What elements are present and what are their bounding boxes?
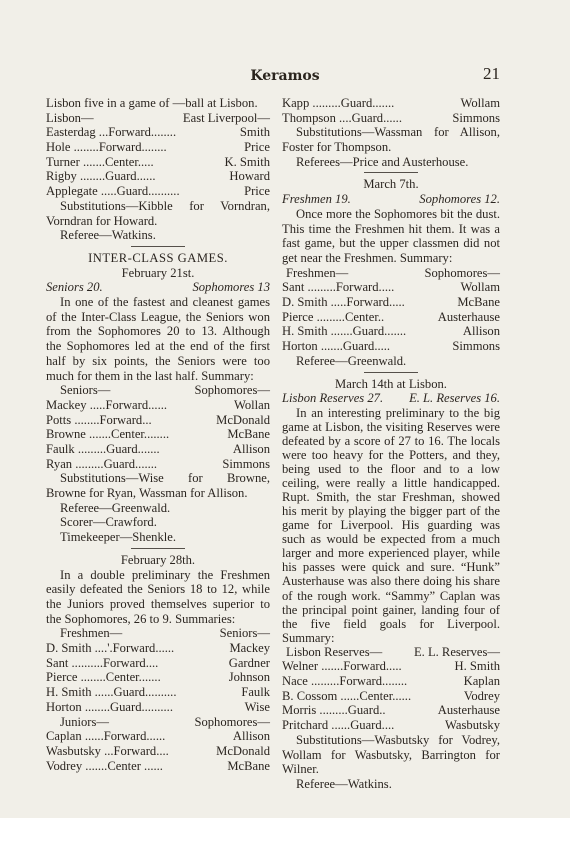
game-report: In a double preliminary the Freshmen easily defeated the Seniors 18 to 12, while the Juniors proved themselves superior to the Sophomores, 26 to 9. Summaries: <box>46 567 270 626</box>
lineup-position: D. Smith ....'.Forward...... <box>46 641 175 656</box>
divider <box>131 246 185 247</box>
lineup-opponent: Price <box>244 140 270 155</box>
score-line: Lisbon Reserves 27. E. L. Reserves 16. <box>282 391 500 406</box>
page-margin <box>0 818 570 858</box>
lineup-opponent: McDonald <box>216 412 270 427</box>
lineup-row <box>282 324 500 339</box>
lineup-list <box>282 280 500 353</box>
lineup-opponent: Simmons <box>222 456 270 471</box>
lineup-row <box>46 184 270 199</box>
lineup-opponent: Wise <box>244 699 270 714</box>
lineup-row <box>46 700 270 715</box>
lineup-opponent: Wollam <box>460 280 500 295</box>
timekeeper-text: Timekeeper—Shenkle. <box>60 530 177 545</box>
lineup-opponent: Gardner <box>228 655 270 670</box>
lineup-position: Kapp .........Guard....... <box>282 96 395 110</box>
referee-text: Referees—Price and Austerhouse. <box>296 154 469 169</box>
lineup-opponent: Austerhause <box>437 703 500 718</box>
lineup-position: Sant ..........Forward.... <box>46 655 159 670</box>
lineup-row <box>46 670 270 685</box>
divider <box>364 172 418 173</box>
lineup-opponent: Simmons <box>452 339 500 354</box>
lineup-row <box>282 111 500 126</box>
lineup-position: H. Smith .......Guard....... <box>282 324 407 339</box>
game-date: February 28th. <box>120 552 196 567</box>
lineup-row <box>282 674 500 689</box>
team-header: Freshmen— Sophomores— <box>286 265 500 280</box>
lineup-opponent: Wollan <box>233 397 270 412</box>
lineup-position: Nace .........Forward........ <box>282 674 408 689</box>
game-date: March 7th. <box>363 177 419 192</box>
lineup-row <box>46 140 270 155</box>
lineup-row <box>282 703 500 718</box>
lineup-row <box>282 689 500 704</box>
lineup-position: Applegate .....Guard.......... <box>46 184 180 199</box>
lineup-row <box>46 685 270 700</box>
referee-text: Referee—Watkins. <box>60 228 156 243</box>
lineup-position: B. Cossom ......Center...... <box>282 688 412 703</box>
score-line: Freshmen 19. Sophomores 12. <box>282 192 500 207</box>
lineup-row <box>282 280 500 295</box>
lineup-opponent: K. Smith <box>224 154 270 169</box>
lineup-row <box>46 442 270 457</box>
lineup-position: Hole ........Forward........ <box>46 140 167 155</box>
lineup-opponent: McBane <box>227 427 270 442</box>
lineup-row <box>282 96 500 111</box>
lineup-list <box>46 125 270 198</box>
referee-text: Referee—Greenwald. <box>60 500 171 515</box>
lineup-row <box>46 398 270 413</box>
lineup-opponent: H. Smith <box>454 659 500 674</box>
lineup-opponent: Smith <box>239 125 270 140</box>
running-title: Keramos <box>250 68 320 84</box>
page-number: 21 <box>483 64 500 83</box>
lineup-row <box>46 125 270 140</box>
game-report: In one of the fastest and cleanest games of the Inter-Class League, the Seniors won from the Sophomores 20 to 13. Although the Sophomores led at the end of the first half by six points, the Seniors were too much for them in the last half. Summary: <box>46 295 270 383</box>
lineup-list <box>46 641 270 714</box>
team-header: Lisbon Reserves— E. L. Reserves— <box>286 644 500 659</box>
lineup-row <box>282 659 500 674</box>
lineup-opponent: Vodrey <box>463 688 500 703</box>
left-column <box>46 96 270 773</box>
divider <box>364 372 418 373</box>
game-report: Once more the Sophomores bit the dust. This time the Freshmen hit them. It was a fast game, but the upper classmen did not get near the Freshmen. Summary: <box>282 206 500 265</box>
scorer-text: Scorer—Crawford. <box>60 515 157 530</box>
lineup-row <box>46 744 270 759</box>
lineup-opponent: Allison <box>232 729 270 744</box>
lineup-opponent: Allison <box>232 442 270 456</box>
lineup-list <box>282 96 500 125</box>
score-line: Seniors 20. Sophomores 13 <box>46 280 270 295</box>
divider <box>131 548 185 549</box>
lineup-list <box>46 398 270 471</box>
lineup-opponent: Allison <box>462 324 500 339</box>
lineup-opponent: Johnson <box>228 670 270 685</box>
team-header: Seniors— Sophomores— <box>60 383 270 398</box>
referee-text: Referee—Greenwald. <box>296 353 407 368</box>
lineup-position: Potts ........Forward... <box>46 412 152 427</box>
lineup-opponent: Wollam <box>460 96 500 110</box>
lineup-opponent: Faulk <box>241 685 270 700</box>
lineup-opponent: Wasbutsky <box>445 718 500 733</box>
lineup-position: Mackey .....Forward...... <box>46 397 168 412</box>
substitutions-text: Substitutions—Wise for Browne, Browne for Ryan, Wassman for Allison. <box>46 471 270 501</box>
lineup-row <box>282 310 500 325</box>
lineup-position: Easterdag ...Forward........ <box>46 125 177 140</box>
lineup-position: Pritchard ......Guard.... <box>282 718 395 733</box>
lineup-position: Turner .......Center..... <box>46 154 154 169</box>
intro-text: Lisbon five in a game of —ball at Lisbon. <box>46 96 258 110</box>
game-date: February 21st. <box>121 265 195 280</box>
referee-text: Referee—Watkins. <box>296 776 392 791</box>
team-header: Freshmen— Seniors— <box>60 626 270 641</box>
lineup-row <box>46 169 270 184</box>
right-column <box>282 96 500 792</box>
lineup-position: D. Smith .....Forward..... <box>282 295 405 310</box>
lineup-position: Vodrey .......Center ...... <box>46 758 163 773</box>
lineup-position: Rigby ........Guard...... <box>46 169 156 184</box>
lineup-list <box>46 729 270 773</box>
substitutions-text: Substitutions—Wasbutsky for Vodrey, Wollam for Wasbutsky, Barrington for Wilner. <box>282 732 500 777</box>
lineup-position: Faulk .........Guard....... <box>46 442 160 456</box>
lineup-row <box>46 413 270 428</box>
lineup-opponent: Mackey <box>229 641 270 656</box>
lineup-row <box>46 759 270 774</box>
lineup-opponent: Howard <box>229 169 270 184</box>
lineup-row <box>46 641 270 656</box>
lineup-position: Morris .........Guard.. <box>282 703 386 718</box>
lineup-position: Caplan ......Forward...... <box>46 729 166 744</box>
lineup-row <box>46 457 270 472</box>
section-heading: INTER-CLASS GAMES. <box>88 250 228 265</box>
substitutions-text: Substitutions—Wassman for Allison, Foster for Thompson. <box>282 125 500 155</box>
lineup-row <box>282 339 500 354</box>
lineup-opponent: McBane <box>227 758 270 773</box>
lineup-position: Welner .......Forward..... <box>282 659 402 674</box>
lineup-opponent: Price <box>244 184 270 199</box>
lineup-row <box>282 295 500 310</box>
lineup-position: Sant .........Forward..... <box>282 280 395 295</box>
lineup-position: Horton ........Guard.......... <box>46 699 173 714</box>
lineup-position: H. Smith ......Guard.......... <box>46 685 177 700</box>
lineup-opponent: McBane <box>457 295 500 310</box>
lineup-opponent: Kaplan <box>463 674 500 689</box>
lineup-opponent: Simmons <box>452 110 500 125</box>
lineup-row <box>46 155 270 170</box>
game-report: In an interesting preliminary to the big game at Lisbon, the visiting Reserves were defeated by a score of 27 to 16. The locals were too heavy for the Potters, and they, being used to the floor and to a low ceiling, were really a little handicapped. Rupt. Smith, the star Freshman, showed his merit by playing the bigger part of the game for Liverpool. His guarding was such as would be expected from a much larger and more experienced player, while his passes were quick and sure. “Hunk” Austerhause was also there doing his share of the rough work. “Sammy” Caplan was the principal point gainer, landing four of the five field goals for Liverpool. Summary: <box>282 405 500 645</box>
lineup-position: Pierce ........Center....... <box>46 670 161 685</box>
lineup-position: Horton .......Guard..... <box>282 339 391 354</box>
lineup-list <box>282 659 500 732</box>
team-header: Juniors— Sophomores— <box>60 714 270 729</box>
team-header: Lisbon— East Liverpool— <box>46 110 270 125</box>
lineup-row <box>46 656 270 671</box>
lineup-row <box>46 729 270 744</box>
substitutions-text: Substitutions—Kibble for Vorndran, Vorndran for Howard. <box>46 198 270 228</box>
lineup-position: Ryan .........Guard....... <box>46 456 158 471</box>
lineup-position: Wasbutsky ...Forward.... <box>46 743 169 758</box>
lineup-position: Thompson ....Guard...... <box>282 110 402 125</box>
lineup-row <box>46 427 270 442</box>
lineup-row <box>282 718 500 733</box>
lineup-opponent: McDonald <box>216 743 270 758</box>
lineup-position: Pierce .........Center.. <box>282 309 385 324</box>
lineup-position: Browne .......Center........ <box>46 427 170 442</box>
game-date: March 14th at Lisbon. <box>335 376 447 391</box>
lineup-opponent: Austerhause <box>437 309 500 324</box>
